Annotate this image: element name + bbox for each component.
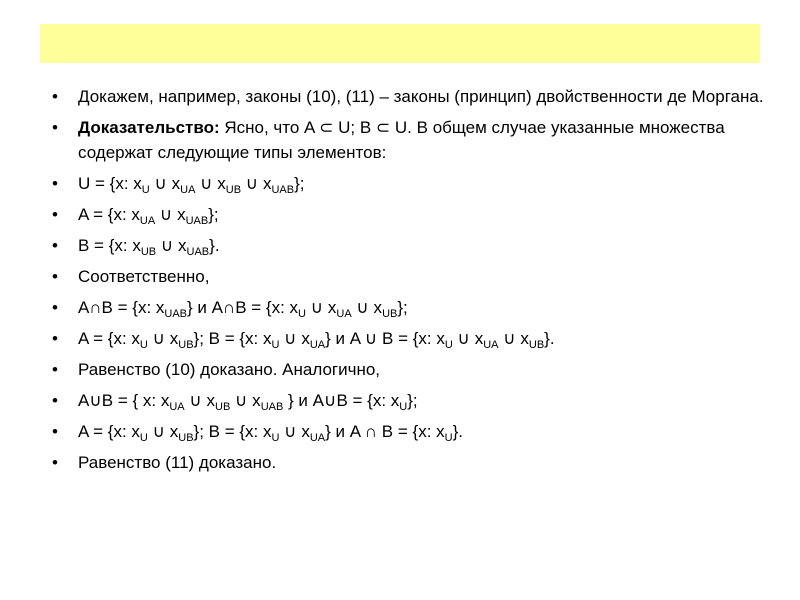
- bullet-equality-10: • Равенство (10) доказано. Аналогично,: [52, 357, 772, 382]
- formula-intersection: • A∩B = {x: $x_{UAB}$} и A∩B = {x: $x_U$ ∪ $x_{UA}$ ∪ $x_{UB}$};: [52, 295, 772, 320]
- formula-union: • A∪B = { x: $x_{UA}$ ∪ $x_{UB}$ ∪ $x_{UAB}$ } и A∪B = {x: $x_U$};: [52, 388, 772, 413]
- bullet-equality-11: • Равенство (11) доказано.: [52, 450, 772, 475]
- formula-b: • B = {x: $x_{UB}$ ∪ $x_{UAB}$}.: [52, 233, 772, 258]
- formula-complements-intersection: • A = {x: $x_U$ ∪ $x_{UB}$}; B = {x: $x_U$ ∪ $x_{UA}$} и A ∩ B = {x: $x_U$}.: [52, 419, 772, 444]
- bullet-list: [52, 84, 772, 481]
- bullet-intro: • Докажем, например, законы (10), (11) – законы (принцип) двойственности де Моргана.: [52, 84, 772, 109]
- formula-a: • A = {x: $x_{UA}$ ∪ $x_{UAB}$};: [52, 202, 772, 227]
- proof-text: Ясно, что A ⊂ U; B ⊂ U. В общем случае указанные множества содержат следующие типы элементов:: [78, 118, 725, 162]
- bullet-respectively: • Соответственно,: [52, 264, 772, 289]
- formula-u: • U = {x: $x_U$ ∪ $x_{UA}$ ∪ $x_{UB}$ ∪ $x_{UAB}$};: [52, 171, 772, 196]
- bullet-proof: [52, 115, 772, 165]
- title-bar: [40, 24, 760, 63]
- proof-label: Доказательство:: [78, 118, 220, 137]
- formula-complements-union: • A = {x: $x_U$ ∪ $x_{UB}$}; B = {x: $x_U$ ∪ $x_{UA}$} и A ∪ B = {x: $x_U$ ∪ $x_{UA}$ ∪ $x_{UB}$}.: [52, 326, 772, 351]
